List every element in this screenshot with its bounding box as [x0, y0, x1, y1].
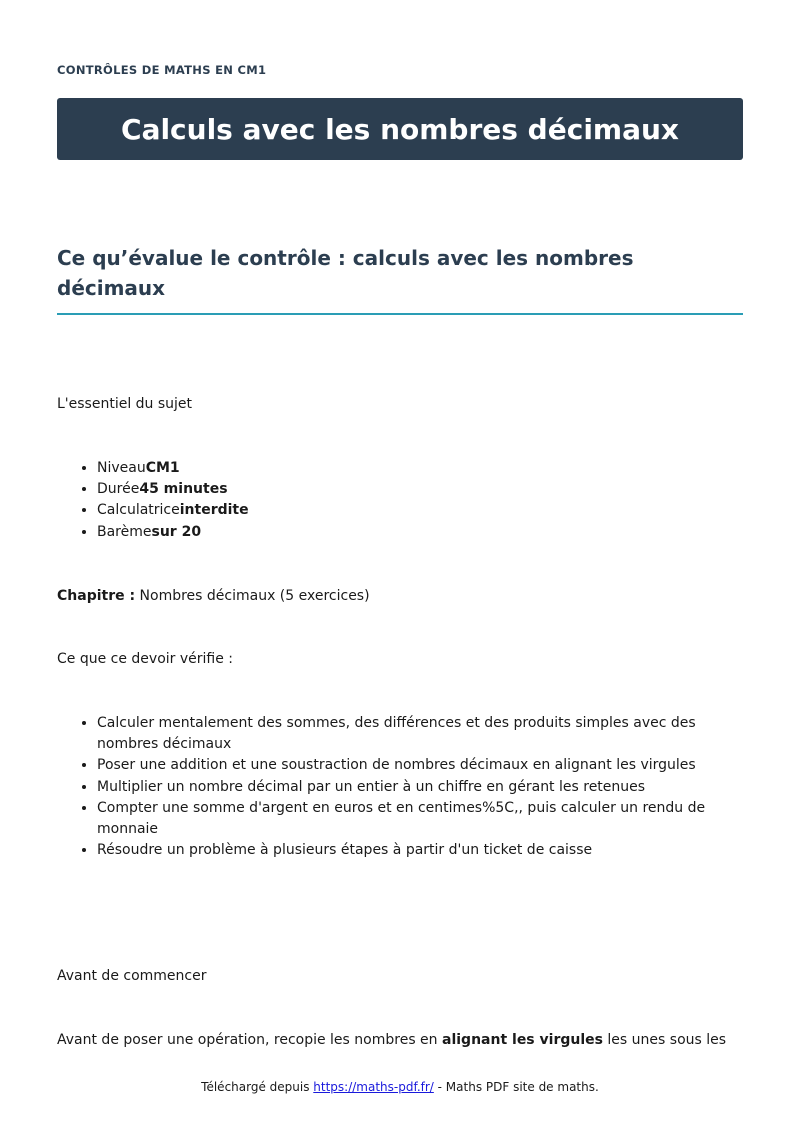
avant-text-end: les unes sous les: [602, 1032, 727, 1048]
list-item: • Compter une somme d'argent en euros et en centimes%5C,, puis calculer un rendu de monnaie: [97, 798, 743, 840]
avant-heading: Avant de commencer: [57, 968, 207, 984]
list-item: [97, 500, 743, 521]
list-item: [97, 479, 743, 500]
footer-link[interactable]: https://maths-pdf.fr/: [313, 1080, 434, 1094]
item-value: CM1: [145, 460, 180, 476]
essentiel-list: [57, 458, 743, 543]
item-value: sur 20: [151, 523, 202, 540]
chapitre-line: [57, 586, 370, 607]
essentiel-heading: L'essentiel du sujet: [57, 396, 193, 412]
list-item: [97, 522, 743, 543]
list-item: • Poser une addition et une soustraction de nombres décimaux en alignant les virgules: [97, 755, 743, 776]
avant-text-start: Avant de poser une opération, recopie les nombres en: [57, 1032, 442, 1048]
page-footer: [0, 1080, 800, 1094]
item-value: interdite: [179, 502, 249, 519]
eyebrow-label: CONTRÔLES DE MATHS EN CM1: [57, 63, 267, 77]
footer-suffix: - Maths PDF site de maths.: [433, 1080, 599, 1094]
verifie-list: [57, 713, 743, 861]
item-label: Barème: [97, 523, 152, 540]
list-item: • Résoudre un problème à plusieurs étapes à partir d'un ticket de caisse: [97, 840, 743, 861]
list-item: • Multiplier un nombre décimal par un entier à un chiffre en gérant les retenues: [97, 777, 743, 798]
chapitre-label: Chapitre :: [57, 588, 136, 604]
page-title: Calculs avec les nombres décimaux: [121, 112, 679, 146]
list-item: • Calculer mentalement des sommes, des différences et des produits simples avec des nombres décimaux: [97, 713, 743, 755]
title-banner: [57, 98, 743, 160]
item-label: Calculatrice: [97, 502, 180, 519]
item-value: 45 minutes: [139, 481, 228, 498]
avant-text-bold: alignant les virgules: [442, 1032, 603, 1048]
section-title: Ce qu’évalue le contrôle : calculs avec les nombres décimaux: [57, 243, 743, 315]
footer-prefix: Téléchargé depuis: [201, 1080, 314, 1094]
avant-text: [57, 1030, 726, 1051]
chapitre-value: Nombres décimaux (5 exercices): [139, 588, 370, 604]
verifie-heading: Ce que ce devoir vérifie :: [57, 651, 234, 667]
item-label: Niveau: [97, 460, 146, 476]
item-label: Durée: [97, 481, 140, 498]
list-item: [97, 458, 743, 479]
